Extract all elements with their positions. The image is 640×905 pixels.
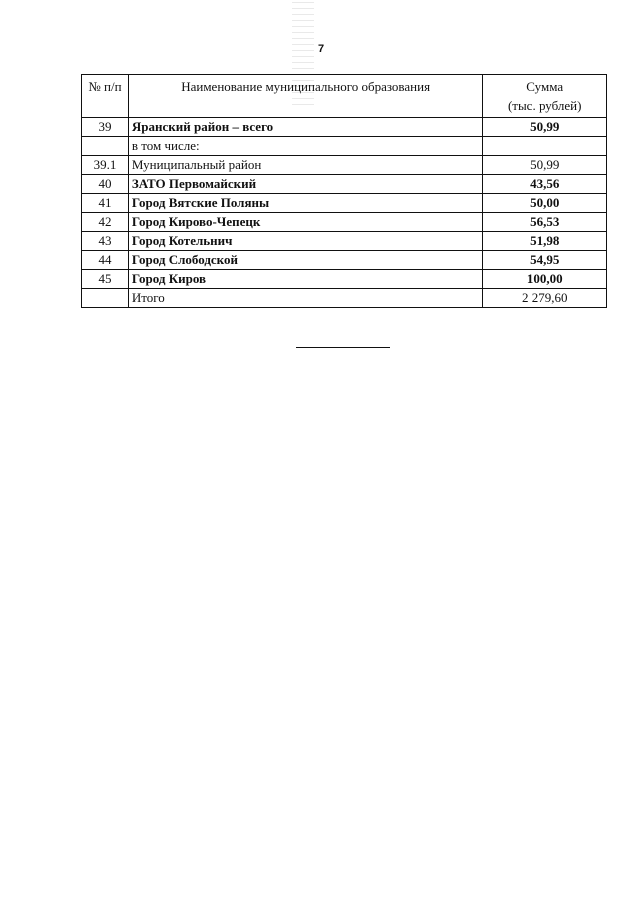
row-num: 44	[82, 251, 129, 270]
row-sum: 50,99	[483, 156, 607, 175]
header-sum	[483, 75, 607, 118]
table-row	[82, 175, 607, 194]
row-sum: 2 279,60	[483, 289, 607, 308]
table-row	[82, 137, 607, 156]
row-num	[82, 137, 129, 156]
table-row	[82, 118, 607, 137]
page-number: 7	[318, 43, 325, 55]
row-num: 42	[82, 213, 129, 232]
header-sum-line1: Сумма	[526, 79, 564, 94]
row-name: ЗАТО Первомайский	[128, 175, 483, 194]
table-row	[82, 156, 607, 175]
table-row	[82, 270, 607, 289]
row-name: Город Вятские Поляны	[128, 194, 483, 213]
row-num: 43	[82, 232, 129, 251]
row-sum: 51,98	[483, 232, 607, 251]
row-num: 39	[82, 118, 129, 137]
row-name: Муниципальный район	[128, 156, 483, 175]
table-row	[82, 232, 607, 251]
row-name: Город Слободской	[128, 251, 483, 270]
row-sum: 50,99	[483, 118, 607, 137]
row-name: Яранский район – всего	[128, 118, 483, 137]
table-row	[82, 213, 607, 232]
row-sum: 54,95	[483, 251, 607, 270]
row-name: Город Киров	[128, 270, 483, 289]
header-sum-line2: (тыс. рублей)	[507, 98, 582, 113]
end-rule	[296, 347, 390, 348]
allocation-table	[81, 74, 607, 308]
row-num	[82, 289, 129, 308]
table-header-row	[82, 75, 607, 118]
table-row	[82, 289, 607, 308]
row-name: Итого	[128, 289, 483, 308]
row-sum: 100,00	[483, 270, 607, 289]
table-row	[82, 194, 607, 213]
row-num: 40	[82, 175, 129, 194]
header-name: Наименование муниципального образования	[128, 75, 483, 118]
row-num: 39.1	[82, 156, 129, 175]
row-num: 41	[82, 194, 129, 213]
row-sum: 50,00	[483, 194, 607, 213]
row-name: Город Котельнич	[128, 232, 483, 251]
table-row	[82, 251, 607, 270]
row-sum: 43,56	[483, 175, 607, 194]
row-sum: 56,53	[483, 213, 607, 232]
row-num: 45	[82, 270, 129, 289]
row-sum	[483, 137, 607, 156]
row-name: в том числе:	[128, 137, 483, 156]
header-num: № п/п	[82, 75, 129, 118]
row-name: Город Кирово-Чепецк	[128, 213, 483, 232]
